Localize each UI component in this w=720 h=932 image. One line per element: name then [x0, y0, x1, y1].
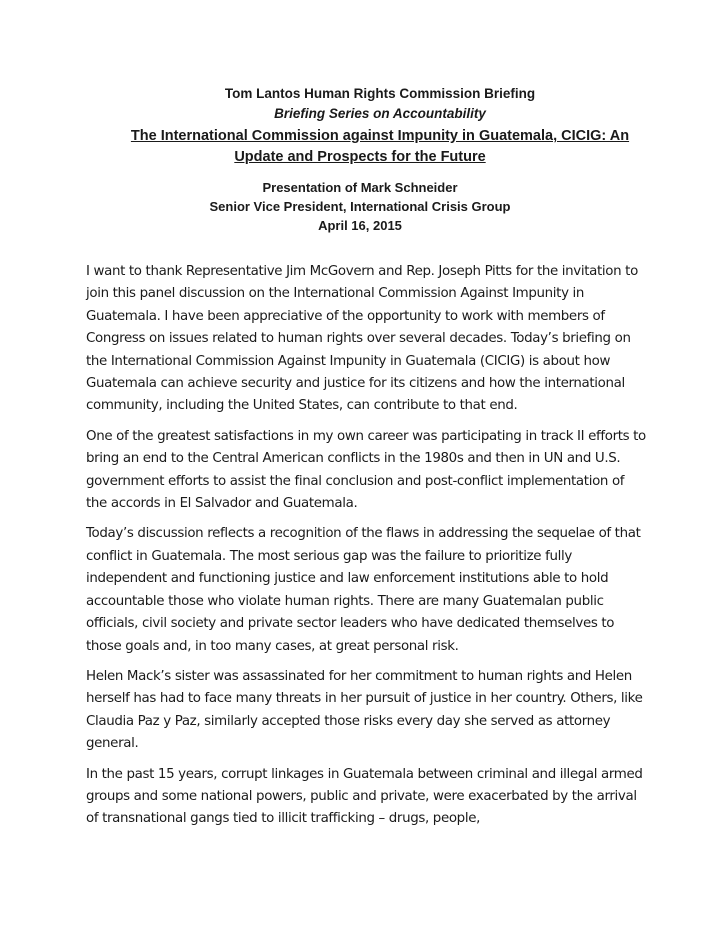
- document-title-line1: The International Commission against Impunity in Guatemala, CICIG: An: [130, 128, 630, 144]
- paragraph: Helen Mack’s sister was assassinated for her commitment to human rights and Helen herself has had to face many threats in her pursuit of justice in her country. Others, like Claudia Paz y Paz, similarly accepted those risks every day she served as attorney general.: [86, 668, 643, 752]
- presenter-role: Senior Vice President, International Crisis Group: [209, 199, 511, 214]
- briefing-series: Briefing Series on Accountability: [274, 106, 486, 121]
- document-title: [20, 126, 720, 168]
- paragraph: One of the greatest satisfactions in my own career was participating in track II efforts to bring an end to the Central American conflicts in the 1980s and then in UN and U.S. government efforts to assist the final conclusion and post-conflict implementation of the accords in El Salvador and Guatemala.: [86, 428, 646, 512]
- paragraph: In the past 15 years, corrupt linkages in Guatemala between criminal and illegal armed groups and some national powers, public and private, were exacerbated by the arrival of transnational gangs tied to illicit trafficking – drugs, people,: [86, 766, 643, 827]
- briefing-title: Tom Lantos Human Rights Commission Briefing: [224, 86, 536, 101]
- presentation-date: April 16, 2015: [318, 218, 402, 233]
- paragraph: Today’s discussion reflects a recognition of the flaws in addressing the sequelae of that conflict in Guatemala. The most serious gap was the failure to prioritize fully independent and functioning justice and law enforcement institutions able to hold accountable those who violate human rights. There are many Guatemalan public officials, civil society and private sector leaders who have dedicated themselves to those goals and, in too many cases, at great personal risk.: [86, 526, 641, 654]
- body-text: [86, 261, 646, 839]
- document-title-line2: Update and Prospects for the Future: [234, 149, 486, 165]
- presentation-line: Presentation of Mark Schneider: [262, 180, 458, 195]
- paragraph: I want to thank Representative Jim McGovern and Rep. Joseph Pitts for the invitation to join this panel discussion on the International Commission Against Impunity in Guatemala. I have been appreciative of the opportunity to work with members of Congress on issues related to human rights over several decades. Today’s briefing on the International Commission Against Impunity in Guatemala (CICIG) is about how Guatemala can achieve security and justice for its citizens and how the international community, including the United States, can contribute to that end.: [86, 264, 638, 414]
